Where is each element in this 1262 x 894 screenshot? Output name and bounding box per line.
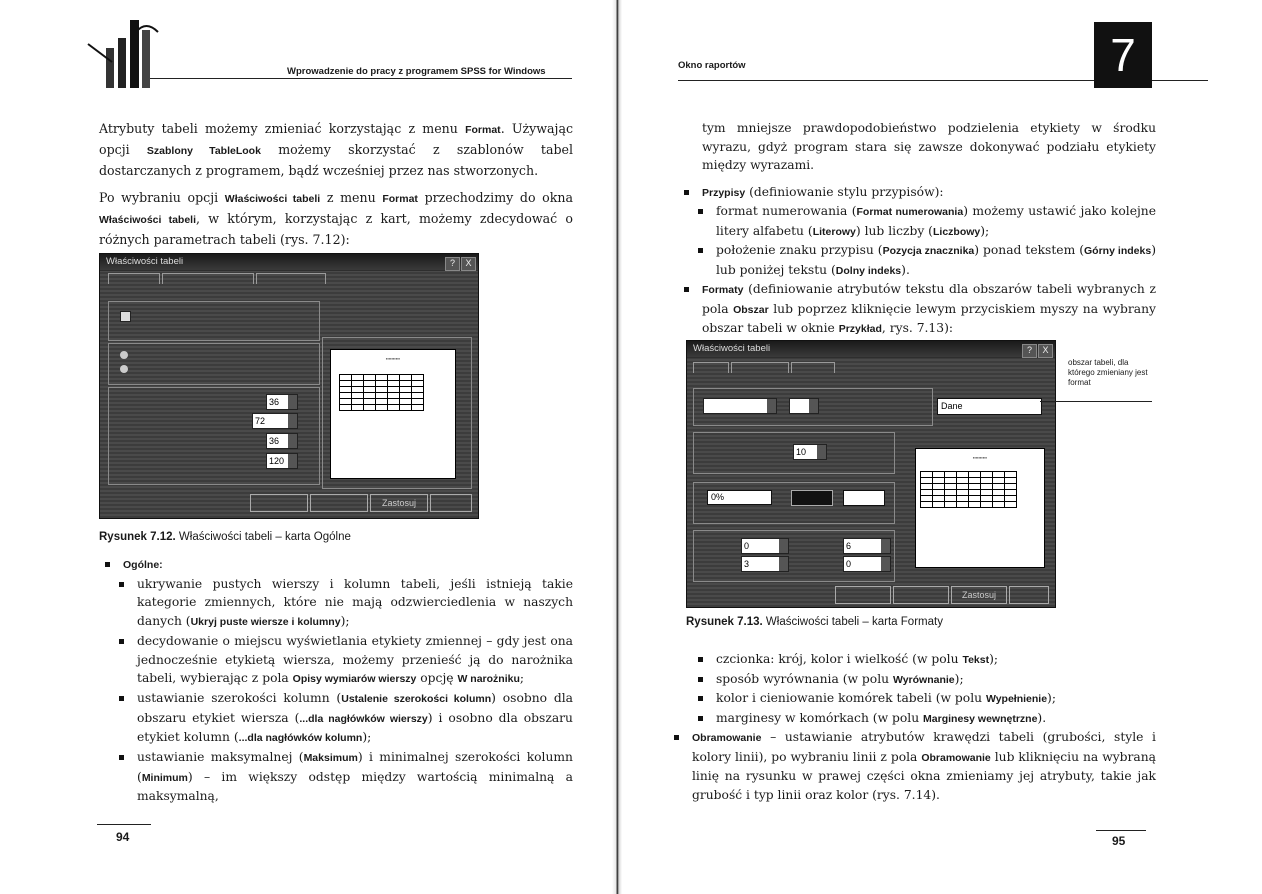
option-group: [108, 301, 320, 341]
list-item: decydowanie o miejscu wyświetlania etykiety zmiennej – gdy jest ona jednocześnie etykietą wiersza, możemy przenieść ją do narożnika tabeli, wybierając z pola Opisy wymiarów wierszy opcję W narożniku;: [113, 632, 573, 689]
checkbox-icon: [120, 311, 131, 322]
list-item: Przypisy (definiowanie stylu przypisów):: [678, 183, 1156, 203]
ok-button: [835, 586, 891, 604]
spin-field: 120: [266, 453, 298, 469]
page-number: 94: [116, 830, 130, 844]
general-list: [99, 555, 573, 806]
margin-field: 3: [741, 556, 789, 572]
radio-icon: [120, 365, 128, 373]
screenshot-dialog-formats: [686, 340, 1056, 608]
margin-field: 0: [741, 538, 789, 554]
shade-select: 0%: [707, 490, 772, 505]
list-item: kolor i cieniowanie komórek tabeli (w polu Wypełnienie);: [692, 689, 1156, 709]
screenshot-dialog-general: [99, 253, 479, 519]
dialog-titlebar: Właściwości tabeli ? X: [100, 254, 478, 270]
cancel-button: [893, 586, 949, 604]
close-icon: X: [461, 257, 476, 271]
right-page: [622, 0, 1262, 894]
footer-rule: [97, 824, 151, 825]
font-select: [703, 398, 777, 414]
dialog-tab: [731, 362, 789, 373]
list-item: sposób wyrównania (w polu Wyrównanie);: [692, 670, 1156, 690]
chapter-number-box: 7: [1094, 22, 1152, 88]
list-item: czcionka: krój, kolor i wielkość (w polu Tekst);: [692, 650, 1156, 670]
paragraph: tym mniejsze prawdopodobieństwo podzielenia etykiety w środku wyrazu, gdyż program stara się zawsze dokonywać podziału etykiety między wyrazami.: [702, 121, 1156, 172]
preview-title: ▪▪▪▪▪▪▪▪▪▪: [385, 356, 401, 361]
figure-caption: Rysunek 7.12. Właściwości tabeli – karta Ogólne: [99, 531, 351, 543]
list-item: Formaty (definiowanie atrybutów tekstu dla obszarów tabeli wybranych z pola Obszar lub poprzez kliknięcie lewym przyciskiem myszy na wybrany obszar tabeli w oknie Przykład, rys. 7.13):: [678, 280, 1156, 339]
paragraph: Po wybraniu opcji Właściwości tabeli z menu Format przechodzimy do okna Właściwości tabeli, w którym, korzystając z kart, możemy zdecydować o różnych parametrach tabeli (rys. 7.12):: [99, 190, 573, 247]
titlebar-buttons: [1021, 342, 1053, 358]
body-text: [99, 119, 573, 257]
header-rule: [150, 78, 572, 79]
list-item: marginesy w komórkach (w polu Marginesy wewnętrzne).: [692, 709, 1156, 729]
body-text: [678, 119, 1156, 339]
size-select: [789, 398, 819, 414]
format-list: [678, 183, 1156, 339]
dialog-tab: [256, 273, 326, 284]
example-table-preview: [915, 448, 1045, 568]
ok-button: [250, 494, 308, 512]
dialog-tab: [693, 362, 729, 373]
margin-field: 0: [843, 556, 891, 572]
preview-title: ▪▪▪▪▪▪▪▪▪▪: [972, 455, 988, 460]
decimal-offset-field: 10: [793, 444, 827, 460]
left-page: [0, 0, 612, 894]
list-item: format numerowania (Format numerowania) możemy ustawić jako kolejne litery alfabetu (Literowy) lub liczby (Liczbowy);: [692, 202, 1156, 241]
format-sublist: [678, 650, 1156, 804]
paragraph: Atrybuty tabeli możemy zmieniać korzystając z menu Format. Używając opcji Szablony TableLook możemy skorzystać z szablonów tabel dostarczanych z programem, bądź wcześniej przez nas stworzonych.: [99, 121, 574, 178]
list-item: położenie znaku przypisu (Pozycja znacznika) ponad tekstem (Górny indeks) lub poniżej tekstu (Dolny indeks).: [692, 241, 1156, 280]
dialog-tab: [108, 273, 160, 284]
help-icon: ?: [1022, 344, 1037, 358]
dialog-titlebar: Właściwości tabeli ? X: [687, 341, 1055, 357]
margin-field: 6: [843, 538, 891, 554]
spin-field: 36: [266, 394, 298, 410]
list-item: ustawianie maksymalnej (Maksimum) i minimalnej szerokości kolumn (Minimum) – im większy odstęp między wartością minimalną a maksymalną,: [113, 748, 573, 806]
cancel-button: [310, 494, 368, 512]
preview-table: [339, 374, 424, 411]
option-group: [108, 343, 320, 385]
footer-rule: [1096, 830, 1146, 831]
figure-caption: Rysunek 7.13. Właściwości tabeli – karta Formaty: [686, 616, 943, 628]
radio-icon: [120, 351, 128, 359]
help-icon: ?: [445, 257, 460, 271]
foreground-color-swatch: [791, 490, 833, 506]
titlebar-buttons: [444, 255, 476, 271]
side-note: obszar tabeli, dla którego zmieniany jest format: [1068, 358, 1148, 387]
book-spine: [612, 0, 622, 894]
example-table-preview: [330, 349, 456, 479]
running-header: Wprowadzenie do pracy z programem SPSS for Windows: [287, 66, 546, 77]
close-icon: X: [1038, 344, 1053, 358]
background-color-swatch: [843, 490, 885, 506]
dialog-tab: [162, 273, 254, 284]
list-item: Ogólne:: [99, 555, 573, 575]
dialog-body: [100, 271, 478, 518]
preview-table: [920, 471, 1017, 508]
spin-field: 36: [266, 433, 298, 449]
help-button: [1009, 586, 1049, 604]
callout-line: [1040, 401, 1152, 402]
spin-field: 72: [252, 413, 298, 429]
list-item: ukrywanie pustych wierszy i kolumn tabeli, jeśli istnieją takie kategorie zmiennych, które nie mają odzwierciedlenia w naszych danych (Ukryj puste wiersze i kolumny);: [113, 575, 573, 632]
apply-button: Zastosuj: [370, 494, 428, 512]
list-item: Obramowanie – ustawianie atrybutów krawędzi tabeli (grubości, style i kolory linii), po wybraniu linii z pola Obramowanie lub kliknięciu na wybraną linię na rysunku w prawej części okna zmieniamy jej atrybuty, takie jak grubość i typ linii oraz kolor (rys. 7.14).: [668, 728, 1156, 804]
dialog-body: [687, 358, 1055, 607]
dialog-tab: [791, 362, 835, 373]
list-item: ustawianie szerokości kolumn (Ustalenie szerokości kolumn) osobno dla obszaru etykiet wiersza (...dla nagłówków wierszy) i osobno dla obszaru etykiet kolumn (...dla nagłówków kolumn);: [113, 689, 573, 748]
area-select: Dane: [937, 398, 1042, 415]
help-button: [430, 494, 472, 512]
apply-button: Zastosuj: [951, 586, 1007, 604]
running-header: Okno raportów: [678, 60, 746, 71]
page-number: 95: [1112, 834, 1126, 848]
